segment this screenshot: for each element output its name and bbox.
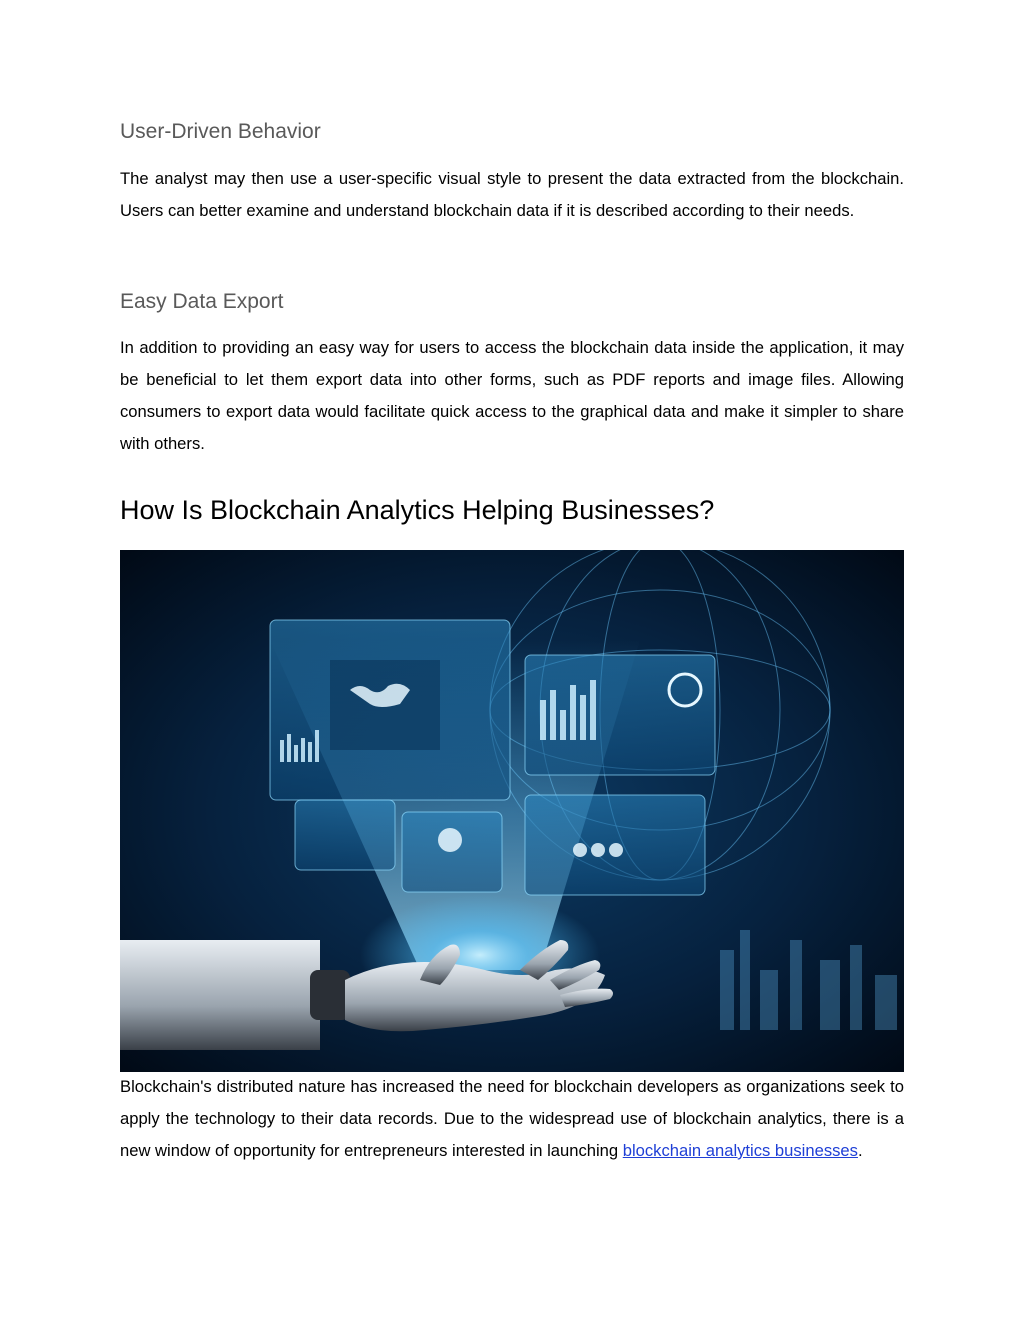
robot-hand-hologram-image (120, 550, 904, 1072)
dashboard-panels-graphic (270, 620, 715, 895)
main-heading: How Is Blockchain Analytics Helping Businesses? (120, 495, 715, 525)
paragraph-easy-data-export: In addition to providing an easy way for users to access the blockchain data inside the application, it may be beneficial to let them export data into other forms, such as PDF reports and image files. Allowing consumers to export data would facilitate quick access to the graphical data and make it simpler to share with others. (120, 338, 904, 453)
closing-text: Blockchain's distributed nature has increased the need for blockchain developers as organizations seek to apply the technology to their data records. Due to the widespread use of blockchain analytics, there is a new window of opportunity for entrepreneurs interested in launching (120, 1077, 904, 1160)
paragraph-closing (120, 1071, 904, 1167)
section-heading-user-driven-behavior: User-Driven Behavior (120, 120, 321, 143)
paragraph-user-driven-behavior: The analyst may then use a user-specific visual style to present the data extracted from the blockchain. Users can better examine and understand blockchain data if it is described according to their needs. (120, 169, 904, 220)
blockchain-analytics-businesses-link[interactable]: blockchain analytics businesses (622, 1141, 858, 1160)
section-heading-easy-data-export: Easy Data Export (120, 290, 284, 313)
closing-period: . (857, 1141, 863, 1160)
